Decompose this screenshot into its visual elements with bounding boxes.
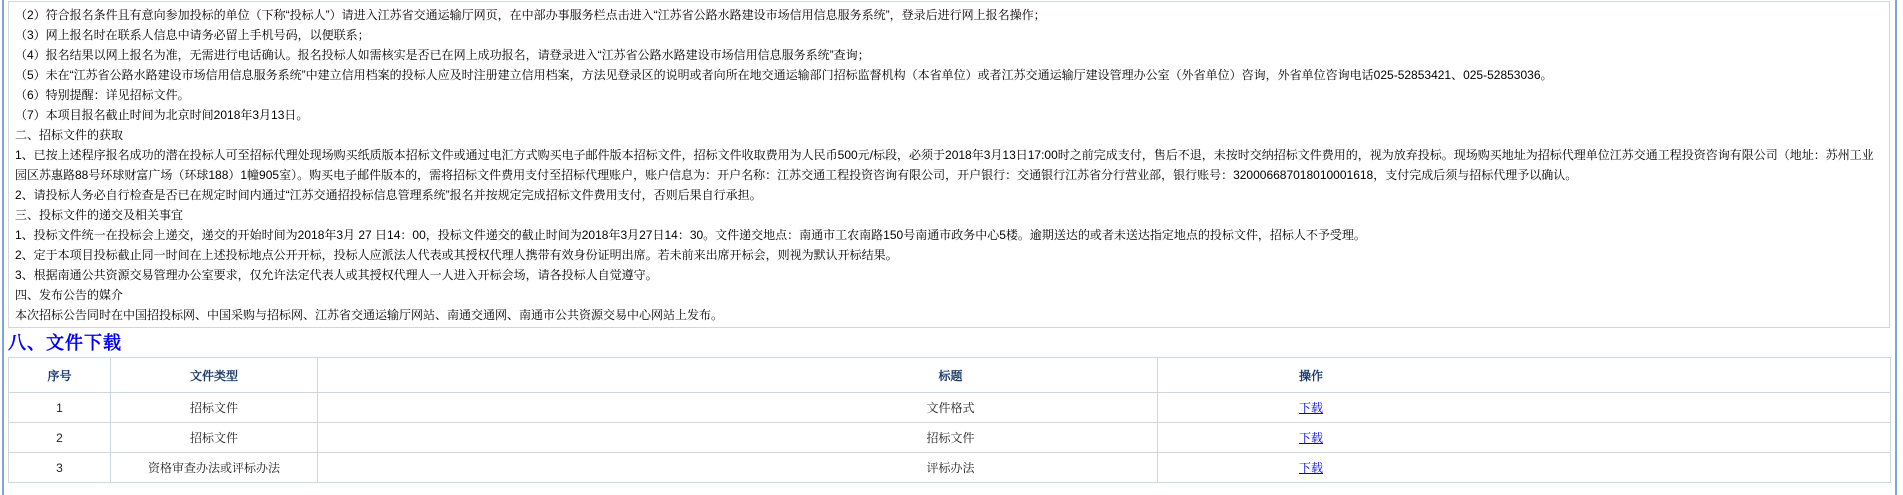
notice-line-signup-2: （2）符合报名条件且有意向参加投标的单位（下称“投标人”）请进入江苏省交通运输厅网页，在中部办事服务栏点击进入“江苏省公路水路建设市场信用信息服务系统”，登录后进行网上报名操作；: [15, 8, 1046, 22]
download-link[interactable]: 下载: [1298, 431, 1323, 445]
tender-notice-text-box: [8, 1, 1890, 328]
page-right-edge-line: [1895, 0, 1897, 495]
section-2-item-1: 1、已按上述程序报名成功的潜在投标人可至招标代理处现场购买纸质版本招标文件或通过电汇方式购买电子邮件版本招标文件，招标文件收取费用为人民币500元/标段，必须于2018年3月13日17:00时之前完成支付，售后不退，未按时交纳招标文件费用的，视为放弃投标。现场购买地址为招标代理单位江苏交通工程投资咨询有限公司（地址：苏州工业园区苏惠路88号环球财富广场（环球188）1幢905室）。购买电子邮件版本的，需将招标文件费用支付至招标代理账户，账户信息为：开户名称：江苏交通工程投资咨询有限公司，开户银行：交通银行江苏省分行营业部，银行账号：320006687018010001618，支付完成后须与招标代理予以确认。: [15, 148, 1874, 182]
col-header-title: 标题: [318, 358, 1158, 393]
cell-action: [1158, 423, 1891, 453]
cell-action: [1158, 393, 1891, 423]
section-4-media-line: 本次招标公告同时在中国招投标网、中国采购与招标网、江苏省交通运输厅网站、南通交通网、南通市公共资源交易中心网站上发布。: [15, 308, 724, 322]
download-table-row: [9, 423, 1891, 453]
section-3-item-2: 2、定于本项目投标截止同一时间在上述投标地点公开开标，投标人应派法人代表或其授权代理人携带有效身份证明出席。若未前来出席开标会，则视为默认开标结果。: [15, 248, 898, 262]
cell-seq: 3: [9, 453, 111, 483]
page-content: [8, 1, 1890, 483]
page-left-edge-line: [2, 0, 4, 495]
cell-title: 评标办法: [318, 453, 1158, 483]
section-2-item-2: 2、请投标人务必自行检查是否已在规定时间内通过“江苏交通招投标信息管理系统”报名并按规定完成招标文件费用支付，否则后果自行承担。: [15, 188, 762, 202]
download-table-row: [9, 393, 1891, 423]
cell-title: 招标文件: [318, 423, 1158, 453]
download-table-row: [9, 453, 1891, 483]
cell-title: 文件格式: [318, 393, 1158, 423]
download-table-header-row: [9, 358, 1891, 393]
cell-type: 招标文件: [111, 393, 318, 423]
cell-type: 资格审查办法或评标办法: [111, 453, 318, 483]
notice-line-signup-4: （4）报名结果以网上报名为准，无需进行电话确认。报名投标人如需核实是否已在网上成功报名，请登录进入“江苏省公路水路建设市场信用信息服务系统”查询；: [15, 48, 870, 62]
download-table: [8, 357, 1891, 483]
download-link[interactable]: 下载: [1298, 401, 1323, 415]
section-2-heading: 二、招标文件的获取: [15, 128, 124, 142]
cell-action: [1158, 453, 1891, 483]
col-header-seq: 序号: [9, 358, 111, 393]
notice-line-signup-deadline: （7）本项目报名截止时间为北京时间2018年3月13日。: [15, 108, 309, 122]
col-header-type: 文件类型: [111, 358, 318, 393]
col-header-action: 操作: [1158, 358, 1891, 393]
notice-line-signup-5: （5）未在“江苏省公路水路建设市场信用信息服务系统”中建立信用档案的投标人应及时注册建立信用档案，方法见登录区的说明或者向所在地交通运输部门招标监督机构（本省单位）或者江苏交通运输厅建设管理办公室（外省单位）咨询，外省单位咨询电话025-52853421、025-52853036。: [15, 68, 1553, 82]
notice-line-signup-6: （6）特别提醒：详见招标文件。: [15, 88, 190, 102]
notice-line-signup-3: （3）网上报名时在联系人信息中请务必留上手机号码，以便联系；: [15, 28, 370, 42]
download-link[interactable]: 下载: [1298, 461, 1323, 475]
section-3-item-3: 3、根据南通公共资源交易管理办公室要求，仅允许法定代表人或其授权代理人一人进入开标会场，请各投标人自觉遵守。: [15, 268, 658, 282]
cell-seq: 1: [9, 393, 111, 423]
section-3-item-1: 1、投标文件统一在投标会上递交，递交的开始时间为2018年3月 27 日14：00，投标文件递交的截止时间为2018年3月27日14：30。文件递交地点：南通市工农南路150号南通市政务中心5楼。逾期送达的或者未送达指定地点的投标文件，招标人不予受理。: [15, 228, 1366, 242]
section-4-heading: 四、发布公告的媒介: [15, 288, 124, 302]
cell-type: 招标文件: [111, 423, 318, 453]
section-3-heading: 三、投标文件的递交及相关事宜: [15, 208, 184, 222]
cell-seq: 2: [9, 423, 111, 453]
file-download-section-title: 八、文件下载: [8, 333, 122, 353]
